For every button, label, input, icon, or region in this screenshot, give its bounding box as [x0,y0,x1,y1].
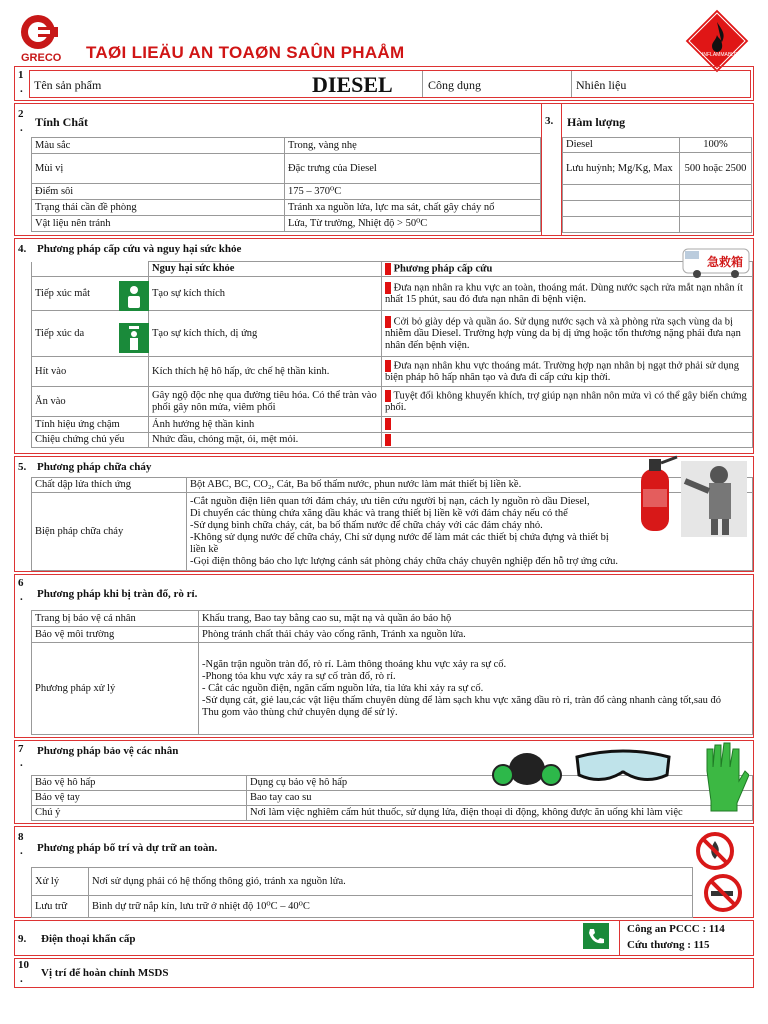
section-3-number: 3. [545,115,554,127]
spill-table [31,610,753,735]
aid-text: Đưa nạn nhân ra khu vực an toàn, thoáng mát. Dùng nước sạch rửa mắt nạn nhân ít nhất 15 phút, sau đó đưa nạn nhân đi bệnh viện. [385,282,743,306]
prop-value: Lửa, Từ trường, Nhiệt độ > 50⁰C [285,216,541,232]
ppe-desc: Nơi làm việc nghiêm cấm hút thuốc, sử dụng lửa, điện thoại di động, không được ăn uống khi làm việc [247,806,753,821]
aid-method [382,387,753,417]
phone-icon [583,923,609,949]
aid-text: Đưa nạn nhân khu vực thoáng mát. Trường hợp nạn nhân bị ngạt thở phải sử dụng biện pháp hô hấp nhân tạo và đưa đi cấp cứu kịp thời. [385,360,739,384]
red-marker [385,263,391,275]
aid-method [382,357,753,387]
section-1-number: 1 [18,69,24,81]
hazard-label: INFLAMMABLE [702,52,738,58]
procedure-line: -Sử dụng cát, giẻ lau,các vật liệu thấm chuyên dùng để làm sạch khu vực xăng dầu rò rỉ, tràn đổ càng nhanh càng tốt,sau đó [202,694,722,706]
delayed-effect: Tính hiệu ứng chậm [32,417,149,432]
method-line: -Sử dụng bình chữa cháy, cát, ba bố thấm nước để chữa cháy với các đám cháy nhỏ. [190,519,543,531]
aid-method [382,311,753,357]
section-5-heading: Phương pháp chữa cháy [37,461,152,473]
no-smoking-icon [703,873,743,913]
section-9-number: 9. [18,933,27,945]
section-7-dot: . [20,757,23,769]
exposure-inhale: Hít vào [32,357,149,387]
ppe-value: Khẩu trang, Bao tay bằng cao su, mặt nạ và quần áo bảo hộ [199,611,753,627]
logo-text: GRECO [21,52,62,64]
aid-text: Cởi bỏ giày dép và quần áo. Sử dụng nước sạch và xà phòng rửa sạch vùng da bị nhiễm dầu Diesel. Trường hợp vùng da bị dị ứng hoặc tổn thương nặng phải đưa nạn nhân đến bệnh viện. [385,316,741,352]
spill-procedure-label: Phương pháp xử lý [32,643,199,735]
exposure-skin: Tiếp xúc da [35,327,85,339]
health-effect: Tạo sự kích thích, dị ứng [149,311,382,357]
section-9 [14,920,754,956]
section-2-number: 2 [18,108,24,120]
section-2-dot: . [20,122,23,134]
section-2 [14,103,754,236]
fire-extinguisher-icon [631,451,681,535]
method-line: -Gọi điện thông báo cho lực lượng cảnh sát phòng cháy chữa cháy chuyên nghiệp đến hỗ trợ ứng cứu. [190,555,618,567]
prop-key: Màu sắc [32,138,285,154]
aid-method [382,277,753,311]
ambulance-icon [679,243,755,279]
aid-method [382,432,753,447]
method-line: -Cắt nguồn điện liên quan tới đám cháy, ưu tiên cứu người bị nạn, cách ly nguồn rò dầu Diesel, [190,495,590,507]
no-fire-icon [695,831,735,871]
section-10-number: 10 [18,959,29,971]
extinguish-agent-value: Bột ABC, BC, CO₂, Cát, Ba bố thấm nước, phun nước làm mát thiết bị liền kề. [187,478,753,493]
product-name: DIESEL [312,72,393,97]
respirator-mask-icon [489,745,565,791]
section-1 [14,66,754,101]
safety-goggles-icon [573,745,673,785]
safety-shower-icon [119,323,149,353]
section-10-dot: . [20,973,23,985]
glove-icon [697,741,749,813]
content-value: 100% [680,138,752,153]
prop-value: Trong, vàng nhẹ [285,138,541,154]
procedure-line: Thu gom vào thùng chứ chuyên dụng để sử lý. [202,706,398,718]
section-4-heading: Phương pháp cấp cứu và nguy hại sức khỏe [37,243,242,255]
content-table [562,137,752,233]
prop-value: Tránh xa nguồn lửa, lực ma sát, chất gây cháy nổ [285,200,541,216]
handling-value: Nơi sử dụng phải có hệ thống thông gió, tránh xa nguồn lửa. [89,868,693,896]
ppe-type: Bảo vệ hô hấp [32,776,247,791]
usage-label: Công dụng [428,78,482,92]
spill-procedure [199,643,753,735]
environment-label: Bảo vệ môi trường [32,627,199,643]
content-key: Diesel [563,138,680,153]
handling-label: Xử lý [32,868,89,896]
storage-label: Lưu trữ [32,896,89,918]
health-col-header: Nguy hại sức khỏe [149,262,382,277]
section-8 [14,826,754,918]
procedure-line: -Phong tỏa khu vực xảy ra sự cố tràn đổ, rò rỉ. [202,670,396,682]
section-9-heading: Điện thoại khẩn cấp [41,933,136,945]
section-10-heading: Vị trí để hoàn chỉnh MSDS [41,967,169,979]
prop-key: Mùi vị [32,154,285,184]
ppe-label: Trang bị bảo vệ cá nhân [32,611,199,627]
firefighter-icon [681,461,747,537]
section-7-heading: Phương pháp bảo vệ các nhân [37,745,179,757]
ambulance-text: 急救箱 [707,255,744,269]
ppe-desc: Bao tay cao su [247,791,753,806]
flammable-hazard-icon [684,8,750,74]
document-title: TAØI LIEÄU AN TOAØN SAÛN PHAÅM [86,43,405,62]
environment-value: Phòng tránh chất thải chảy vào cống rãnh, Tránh xa nguồn lửa. [199,627,753,643]
content-value: 500 hoặc 2500 [680,153,752,185]
section-6 [14,574,754,738]
health-effect: Gây ngộ độc nhẹ qua đường tiêu hóa. Có thể tràn vào phổi gây nôn mửa, viêm phổi [149,387,382,417]
section-1-table [29,70,751,98]
storage-table [31,867,693,918]
health-effect: Nhức đầu, chóng mặt, ói, mệt mỏi. [149,432,382,447]
section-6-number: 6 [18,577,24,589]
section-7-number: 7 [18,743,24,755]
section-4 [14,238,754,454]
procedure-line: -Ngăn trận nguồn tràn đổ, rò rỉ. Làm thông thoáng khu vực xảy ra sự cố. [202,658,507,670]
prop-key: Trạng thái cần đề phòng [32,200,285,216]
section-8-dot: . [20,845,23,857]
storage-value: Bình dự trữ nắp kín, lưu trữ ở nhiệt độ 10⁰C – 40⁰C [89,896,693,918]
section-6-heading: Phương pháp khi bị tràn đổ, rò rỉ. [37,588,198,600]
aid-text: Tuyệt đối không khuyến khích, trợ giúp nạn nhân nôn mửa vì có thể gây biến chứng phổi. [385,390,747,414]
section-7 [14,740,754,824]
section-1-dot: . [20,83,23,95]
health-effect: Tạo sự kích thích [149,277,382,311]
fire-police-phone: Công an PCCC : 114 [627,923,725,935]
eye-wash-icon [119,281,149,311]
usage-value: Nhiên liệu [576,78,627,92]
ppe-desc: Dụng cụ bảo vệ hô hấp [247,776,753,791]
prop-value: 175 – 370⁰C [285,184,541,200]
section-10 [14,958,754,988]
ppe-type: Bảo vệ tay [32,791,247,806]
section-8-number: 8 [18,831,24,843]
section-4-number: 4. [18,243,27,255]
section-5-number: 5. [18,461,27,473]
prop-key: Điểm sôi [32,184,285,200]
prop-value: Đặc trưng của Diesel [285,154,541,184]
section-5 [14,456,754,572]
health-effect: Ảnh hưởng hệ thần kinh [149,417,382,432]
extinguish-agent-label: Chất dập lửa thích ứng [32,478,187,493]
ppe-type: Chú ý [32,806,247,821]
company-logo [14,10,74,66]
section-8-heading: Phương pháp bố trí và dự trữ an toàn. [37,842,218,854]
main-symptom: Chiệu chứng chủ yếu [32,432,149,447]
product-name-label: Tên sản phẩm [34,78,102,92]
aid-col-label: Phương pháp cấp cứu [393,263,493,275]
exposure-eye: Tiếp xúc mắt [35,287,91,299]
content-key: Lưu huỳnh; Mg/Kg, Max [563,153,680,185]
exposure-ingest: Ăn vào [32,387,149,417]
section-6-dot: . [20,591,23,603]
method-line: -Không sử dụng nước để chữa cháy, Chỉ sử dụng nước để làm mát các thiết bị chứa đựng và thiết bị liền kề [190,531,609,555]
method-line: Di chuyển các thùng chứa xăng dầu khác và trang thiết bị liền kề với đám cháy nếu có thể [190,507,568,519]
properties-table [31,137,541,232]
procedure-line: - Cắt các nguồn điện, ngăn cấm nguồn lửa, tia lửa khi xảy ra sự cố. [202,682,484,694]
firefighting-method-label: Biện pháp chữa cháy [32,493,187,571]
section-2-heading: Tính Chất [35,115,89,129]
aid-method [382,417,753,432]
prop-key: Vật liệu nên tránh [32,216,285,232]
ambulance-phone: Cứu thương : 115 [627,939,710,951]
health-effect: Kích thích hệ hô hấp, ức chế hệ thần kinh. [149,357,382,387]
section-3-heading: Hàm lượng [567,115,626,129]
